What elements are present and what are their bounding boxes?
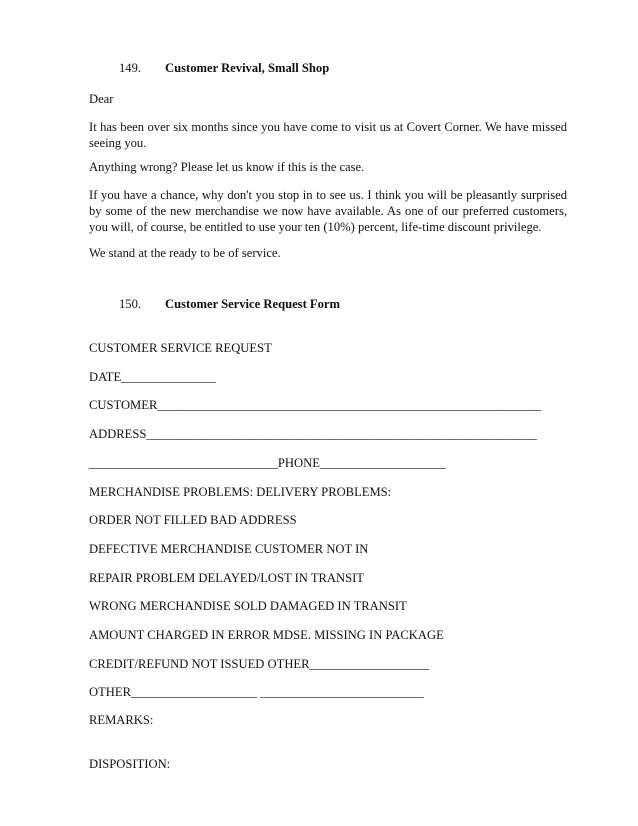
paragraph-1 <box>89 119 567 151</box>
paragraph-4: We stand at the ready to be of service. <box>89 246 281 260</box>
section-150-number: 150. <box>119 297 142 311</box>
paragraph-2: Anything wrong? Please let us know if this is the case. <box>89 160 365 174</box>
form-disposition-label: DISPOSITION: <box>89 757 171 771</box>
form-option-row: DEFECTIVE MERCHANDISE CUSTOMER NOT IN <box>89 542 369 556</box>
form-remarks-label: REMARKS: <box>89 713 154 727</box>
section-149-title: Customer Revival, Small Shop <box>165 61 330 75</box>
form-other-field: OTHER____________________ __________________________ <box>89 685 424 699</box>
paragraph-1-line-2: seeing you. <box>89 136 147 150</box>
form-option-row: WRONG MERCHANDISE SOLD DAMAGED IN TRANSIT <box>89 599 407 613</box>
paragraph-3-line-1: If you have a chance, why don't you stop in to see us. I think you will be pleasantly surprised <box>89 188 567 202</box>
section-150-title: Customer Service Request Form <box>165 297 340 311</box>
form-problem-headers: MERCHANDISE PROBLEMS: DELIVERY PROBLEMS: <box>89 485 392 499</box>
section-149-number: 149. <box>119 61 142 75</box>
form-option-row: AMOUNT CHARGED IN ERROR MDSE. MISSING IN PACKAGE <box>89 628 444 642</box>
paragraph-3-line-2: by some of the new merchandise we now have available. As one of our preferred customers, <box>89 204 567 218</box>
form-date-field: DATE_______________ <box>89 370 216 384</box>
form-customer-field: CUSTOMER_____________________________________________________________ <box>89 398 542 412</box>
form-phone-field: ______________________________PHONE____________________ <box>89 456 446 470</box>
form-option-row: CREDIT/REFUND NOT ISSUED OTHER___________________ <box>89 657 430 671</box>
form-address-field: ADDRESS______________________________________________________________ <box>89 427 537 441</box>
salutation: Dear <box>89 92 114 106</box>
form-heading: CUSTOMER SERVICE REQUEST <box>89 341 272 355</box>
form-option-row: REPAIR PROBLEM DELAYED/LOST IN TRANSIT <box>89 571 364 585</box>
paragraph-3 <box>89 187 567 235</box>
paragraph-3-line-3: you will, of course, be entitled to use your ten (10%) percent, life-time discount privilege. <box>89 220 542 234</box>
form-option-row: ORDER NOT FILLED BAD ADDRESS <box>89 513 297 527</box>
paragraph-1-line-1: It has been over six months since you have come to visit us at Covert Corner. We have missed <box>89 120 567 134</box>
